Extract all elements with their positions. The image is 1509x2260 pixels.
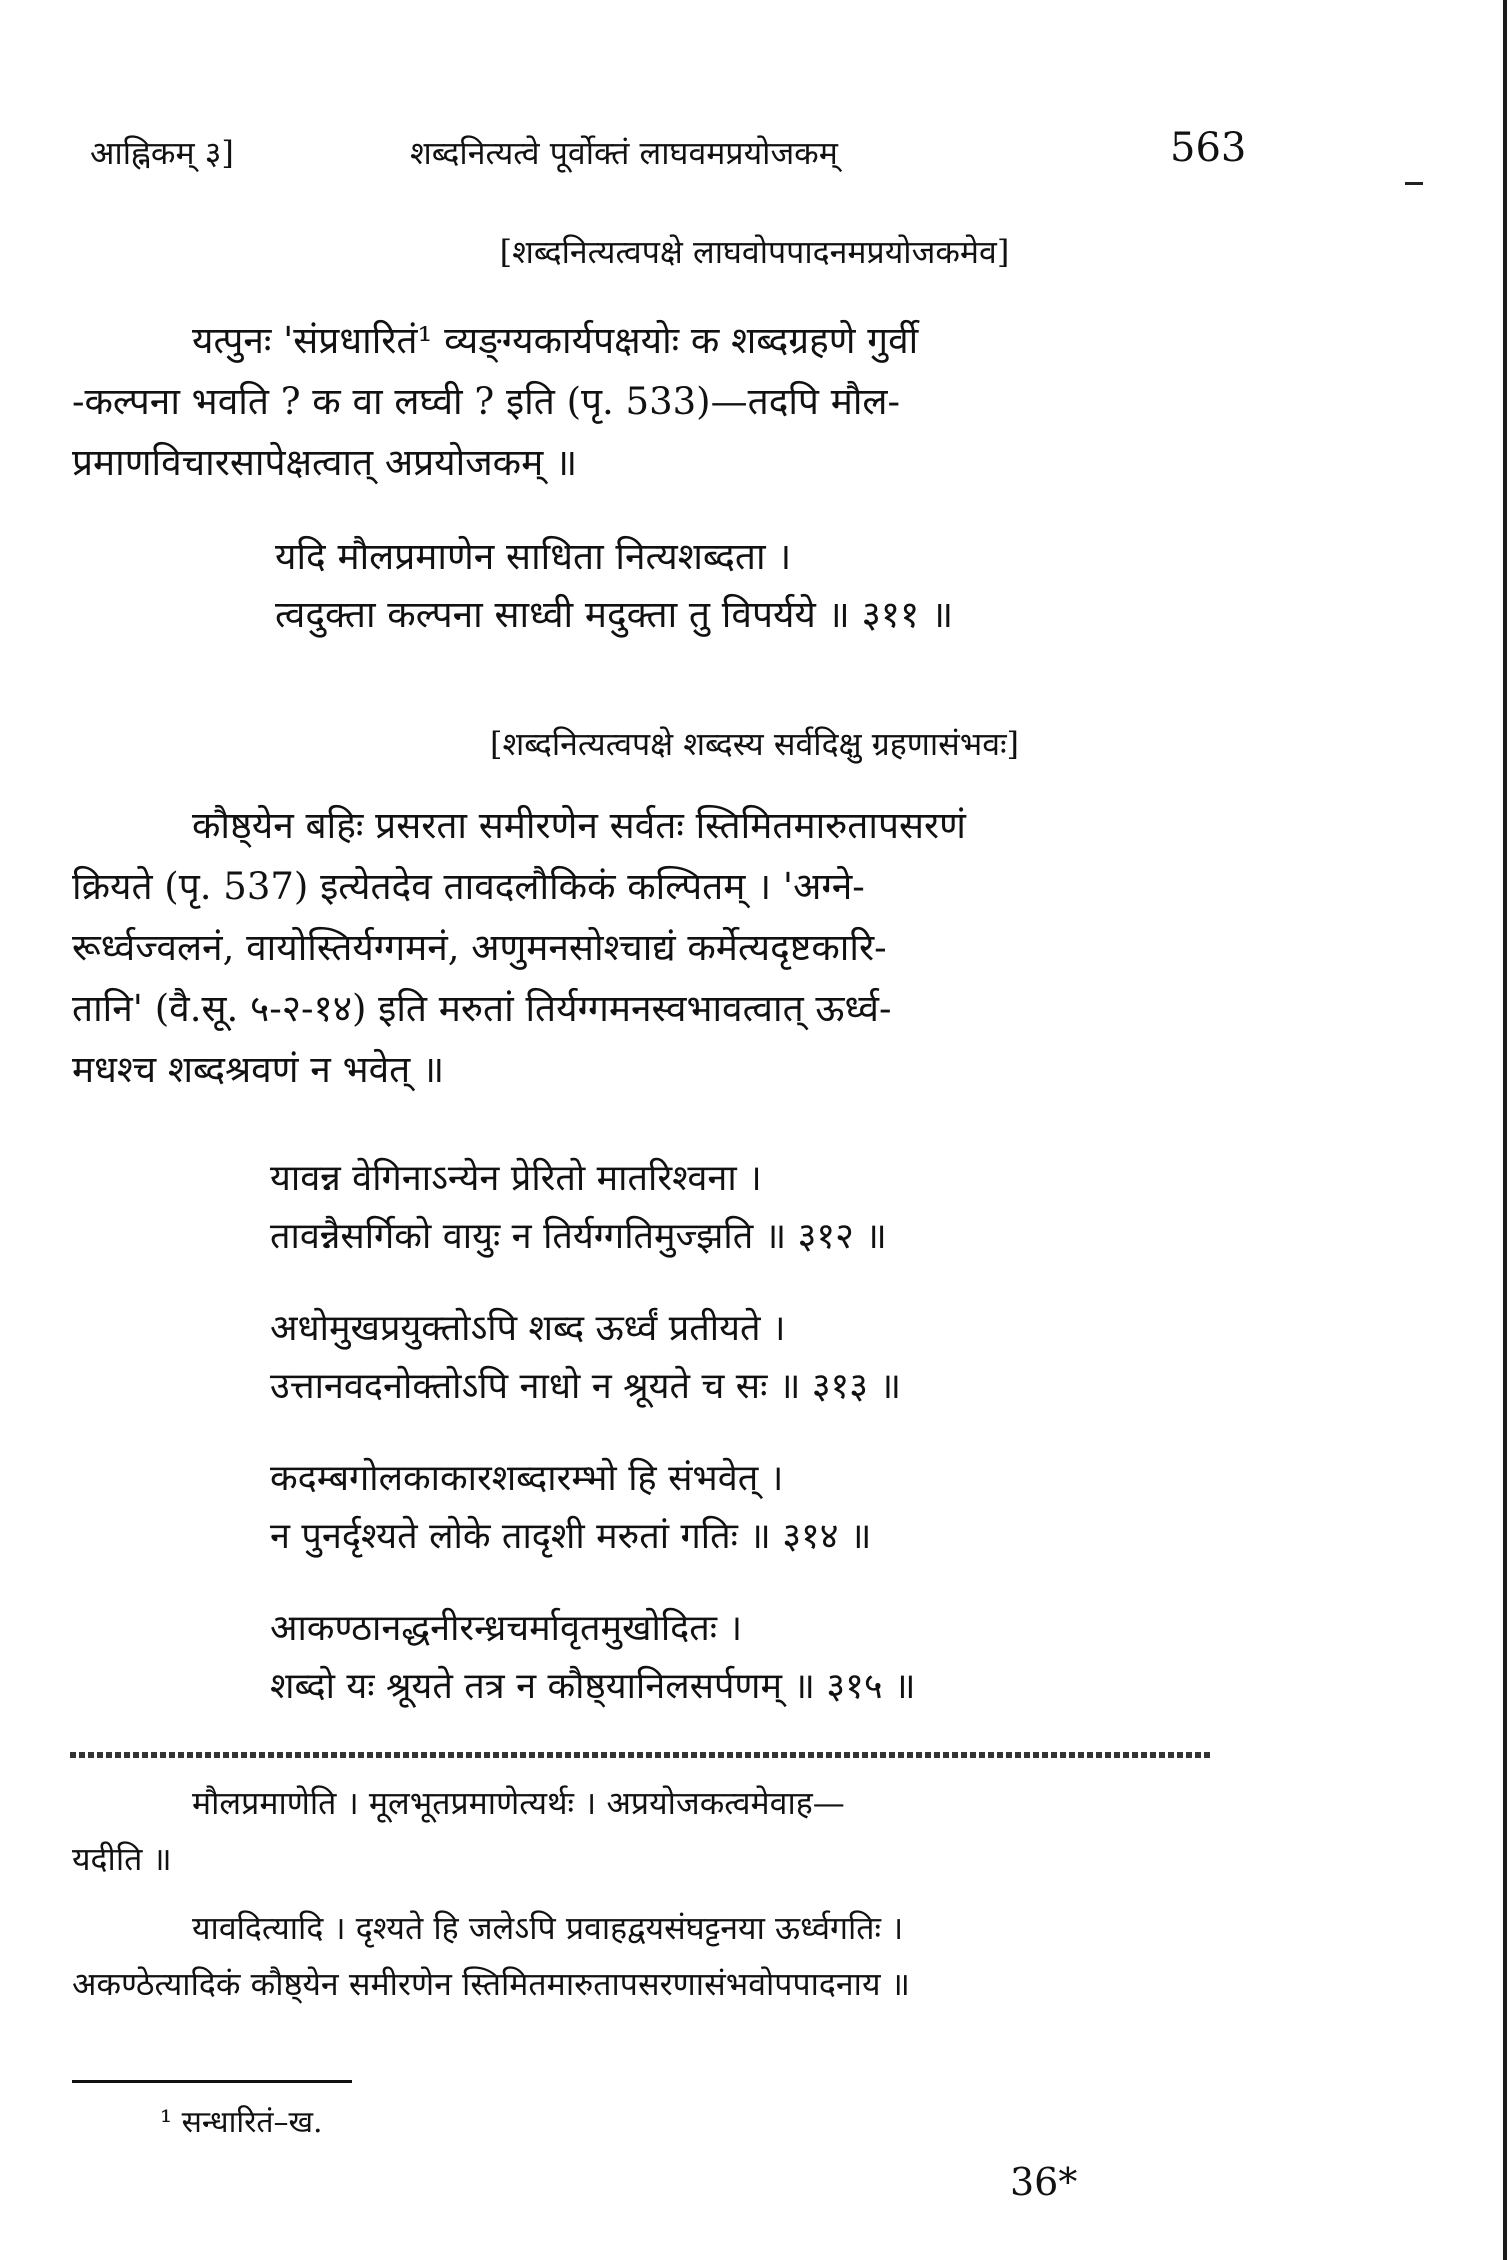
paragraph-line: कौष्ठ्येन बहिः प्रसरता समीरणेन सर्वतः स्तिमितमारुतापसरणं [192,804,966,847]
verse-line: यावन्न वेगिनाऽन्येन प्रेरितो मातरिश्वना । [270,1158,762,1199]
verse-line: शब्दो यः श्रूयते तत्र न कौष्ठ्यानिलसर्पणम् ॥ ३१५ ॥ [270,1666,916,1707]
commentary-line: अकण्ठेत्यादिकं कौष्ठ्येन समीरणेन स्तिमितमारुतापसरणासंभवोपपादनाय ॥ [72,1965,910,2003]
commentary-block-1 [72,1775,1237,1887]
section-heading-2: [शब्दनित्यत्वपक्षे शब्दस्य सर्वदिक्षु ग्रहणासंभवः] [489,725,1020,763]
verse-314 [270,1450,872,1566]
section-heading-1: [शब्दनित्यत्वपक्षे लाघवोपपादनमप्रयोजकमेव] [499,233,1010,271]
commentary-block-2 [72,1900,1237,2012]
verse-315 [270,1600,916,1716]
verse-line: कदम्बगोलकाकारशब्दारम्भो हि संभवेत् । [270,1458,784,1499]
verse-line: यदि मौलप्रमाणेन साधिता नित्यशब्दता । [275,535,792,578]
paragraph-line: प्रमाणविचारसापेक्षत्वात् अप्रयोजकम् ॥ [72,441,578,484]
verse-line: आकण्ठानद्धनीरन्ध्रचर्मावृतमुखोदितः । [270,1608,743,1649]
verse-line: न पुनर्दृश्यते लोके तादृशी मरुतां गतिः ॥ ३१४ ॥ [270,1516,872,1557]
verse-311 [275,528,953,644]
footnote-rule [72,2080,352,2083]
page-edge [1503,0,1507,2260]
verse-line: उत्तानवदनोक्तोऽपि नाधो न श्रूयते च सः ॥ ३१३ ॥ [270,1366,902,1407]
verse-line: अधोमुखप्रयुक्तोऽपि शब्द ऊर्ध्वं प्रतीयते । [270,1308,786,1349]
paragraph-line: यत्पुनः 'संप्रधारितं¹ व्यङ्ग्यकार्यपक्षयोः क शब्दग्रहणे गुर्वी [192,319,919,362]
running-head [0,125,1509,185]
verse-line: तावन्नैसर्गिको वायुः न तिर्यग्गतिमुज्झति ॥ ३१२ ॥ [270,1216,887,1257]
paragraph-line: क्रियते (पृ. 537) इत्येतदेव तावदलौकिकं कल्पितम् । 'अग्ने- [72,865,865,908]
running-head-title: शब्दनित्यत्वे पूर्वोक्तं लाघवमप्रयोजकम् [410,134,838,172]
paragraph-line: रूर्ध्वज्वलनं, वायोस्तिर्यग्गमनं, अणुमनसोश्चाद्यं कर्मेत्यदृष्टकारि- [72,926,887,969]
page-number: 563 [1170,125,1247,171]
section1-paragraph [72,310,1237,493]
footnote: ¹ सन्धारितं–ख. [160,2105,323,2140]
commentary-line: मौलप्रमाणेति । मूलभूतप्रमाणेत्यर्थः । अप्रयोजकत्वमेवाह— [192,1784,845,1822]
paragraph-line: -कल्पना भवति ? क वा लघ्वी ? इति (पृ. 533)—तदपि मौल- [72,380,901,423]
verse-line: त्वदुक्ता कल्पना साध्वी मदुक्ता तु विपर्यये ॥ ३११ ॥ [275,593,954,636]
commentary-line: यावदित्यादि । दृश्यते हि जलेऽपि प्रवाहद्वयसंघट्टनया ऊर्ध्वगतिः । [192,1909,904,1947]
commentary-line: यदीति ॥ [72,1840,172,1878]
running-head-left: आह्निकम् ३] [90,134,234,172]
section2-paragraph [72,795,1237,1100]
signature-mark: 36* [1010,2160,1078,2204]
verse-313 [270,1300,901,1416]
commentary-divider [70,1752,1210,1758]
paragraph-line: मधश्च शब्दश्रवणं न भवेत् ॥ [72,1048,445,1091]
verse-312 [270,1150,887,1266]
paragraph-line: तानि' (वै.सू. ५-२-१४) इति मरुतां तिर्यग्गमनस्वभावत्वात् ऊर्ध्व- [72,987,892,1030]
